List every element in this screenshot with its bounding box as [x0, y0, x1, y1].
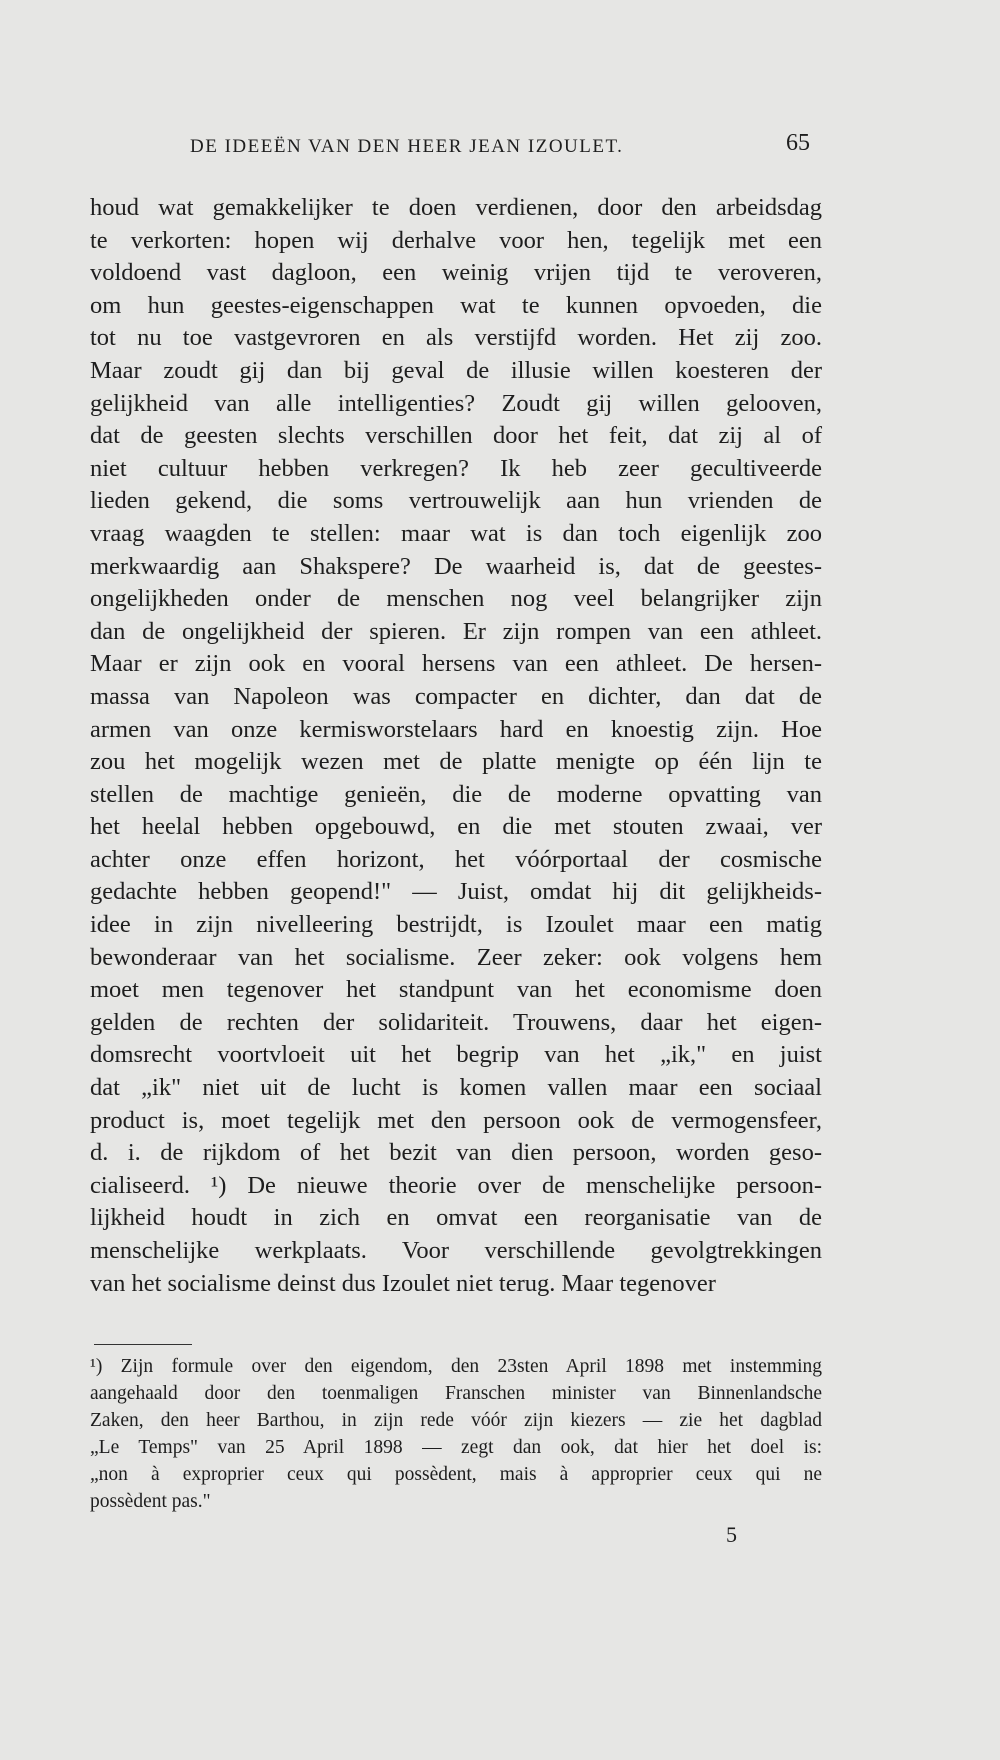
- body-line: massa van Napoleon was compacter en dichter, dan dat de: [90, 682, 822, 710]
- body-line: d. i. de rijkdom of het bezit van dien persoon, worden geso-: [90, 1139, 822, 1167]
- footnote-line: ¹) Zijn formule over den eigendom, den 23sten April 1898 met instemming: [90, 1356, 822, 1377]
- footnote: [90, 1353, 822, 1515]
- body-line: van het socialisme deinst dus Izoulet niet terug. Maar tegenover: [90, 1269, 716, 1297]
- body-line: tot nu toe vastgevroren en als verstijfd worden. Het zij zoo.: [90, 324, 822, 352]
- body-line: het heelal hebben opgebouwd, en die met stouten zwaai, ver: [90, 813, 822, 841]
- body-line: menschelijke werkplaats. Voor verschillende gevolgtrekkingen: [90, 1237, 822, 1264]
- body-line: cialiseerd. ¹) De nieuwe theorie over de menschelijke persoon-: [90, 1171, 822, 1199]
- body-text: [90, 192, 822, 1300]
- body-line: te verkorten: hopen wij derhalve voor hen, tegelijk met een: [90, 226, 822, 254]
- body-line: armen van onze kermisworstelaars hard en knoestig zijn. Hoe: [90, 715, 822, 743]
- body-line: zou het mogelijk wezen met de platte menigte op één lijn te: [90, 748, 822, 776]
- body-line: lijkheid houdt in zich en omvat een reorganisatie van de: [90, 1204, 822, 1232]
- body-line: moet men tegenover het standpunt van het economisme doen: [90, 976, 822, 1004]
- body-line: voldoend vast dagloon, een weinig vrijen tijd te veroveren,: [90, 259, 822, 287]
- body-line: om hun geestes-eigenschappen wat te kunnen opvoeden, die: [90, 291, 822, 319]
- body-line: idee in zijn nivelleering bestrijdt, is Izoulet maar een matig: [90, 911, 822, 939]
- body-line: gedachte hebben geopend!" — Juist, omdat hij dit gelijkheids-: [90, 878, 822, 906]
- body-line: niet cultuur hebben verkregen? Ik heb zeer gecultiveerde: [90, 454, 822, 482]
- body-line: lieden gekend, die soms vertrouwelijk aan hun vrienden de: [90, 487, 822, 515]
- body-line: Maar zoudt gij dan bij geval de illusie willen koesteren der: [90, 356, 822, 384]
- body-line: stellen de machtige genieën, die de moderne opvatting van: [90, 780, 822, 808]
- footnote-rule: [94, 1344, 192, 1345]
- body-line: houd wat gemakkelijker te doen verdienen, door den arbeidsdag: [90, 194, 822, 221]
- body-line: gelden de rechten der solidariteit. Trouwens, daar het eigen-: [90, 1008, 822, 1036]
- body-line: dat de geesten slechts verschillen door het feit, dat zij al of: [90, 422, 822, 450]
- body-line: achter onze effen horizont, het vóórportaal der cosmische: [90, 845, 822, 873]
- body-line: Maar er zijn ook en vooral hersens van een athleet. De hersen-: [90, 650, 822, 678]
- body-line: domsrecht voortvloeit uit het begrip van het „ik," en juist: [90, 1041, 822, 1069]
- footnote-line: „non à exproprier ceux qui possèdent, mais à approprier ceux qui ne: [90, 1464, 822, 1485]
- footnote-line: possèdent pas.": [90, 1491, 211, 1512]
- body-line: ongelijkheden onder de menschen nog veel belangrijker zijn: [90, 585, 822, 613]
- body-line: gelijkheid van alle intelligenties? Zoudt gij willen gelooven,: [90, 389, 822, 417]
- body-line: merkwaardig aan Shakspere? De waarheid is, dat de geestes-: [90, 552, 822, 580]
- running-head-title: DE IDEEËN VAN DEN HEER JEAN IZOULET.: [190, 136, 624, 157]
- footnote-line: aangehaald door den toenmaligen Franschen minister van Binnenlandsche: [90, 1383, 822, 1404]
- page-number: 65: [786, 130, 810, 156]
- signature-mark: 5: [726, 1522, 737, 1547]
- body-line: vraag waagden te stellen: maar wat is dan toch eigenlijk zoo: [90, 519, 822, 547]
- body-line: dan de ongelijkheid der spieren. Er zijn rompen van een athleet.: [90, 617, 822, 645]
- footnote-line: „Le Temps" van 25 April 1898 — zegt dan ook, dat hier het doel is:: [90, 1437, 822, 1458]
- body-line: dat „ik" niet uit de lucht is komen vallen maar een sociaal: [90, 1074, 822, 1102]
- body-line: bewonderaar van het socialisme. Zeer zeker: ook volgens hem: [90, 943, 822, 971]
- footnote-line: Zaken, den heer Barthou, in zijn rede vóór zijn kiezers — zie het dagblad: [90, 1410, 822, 1431]
- body-line: product is, moet tegelijk met den persoon ook de vermogensfeer,: [90, 1106, 822, 1134]
